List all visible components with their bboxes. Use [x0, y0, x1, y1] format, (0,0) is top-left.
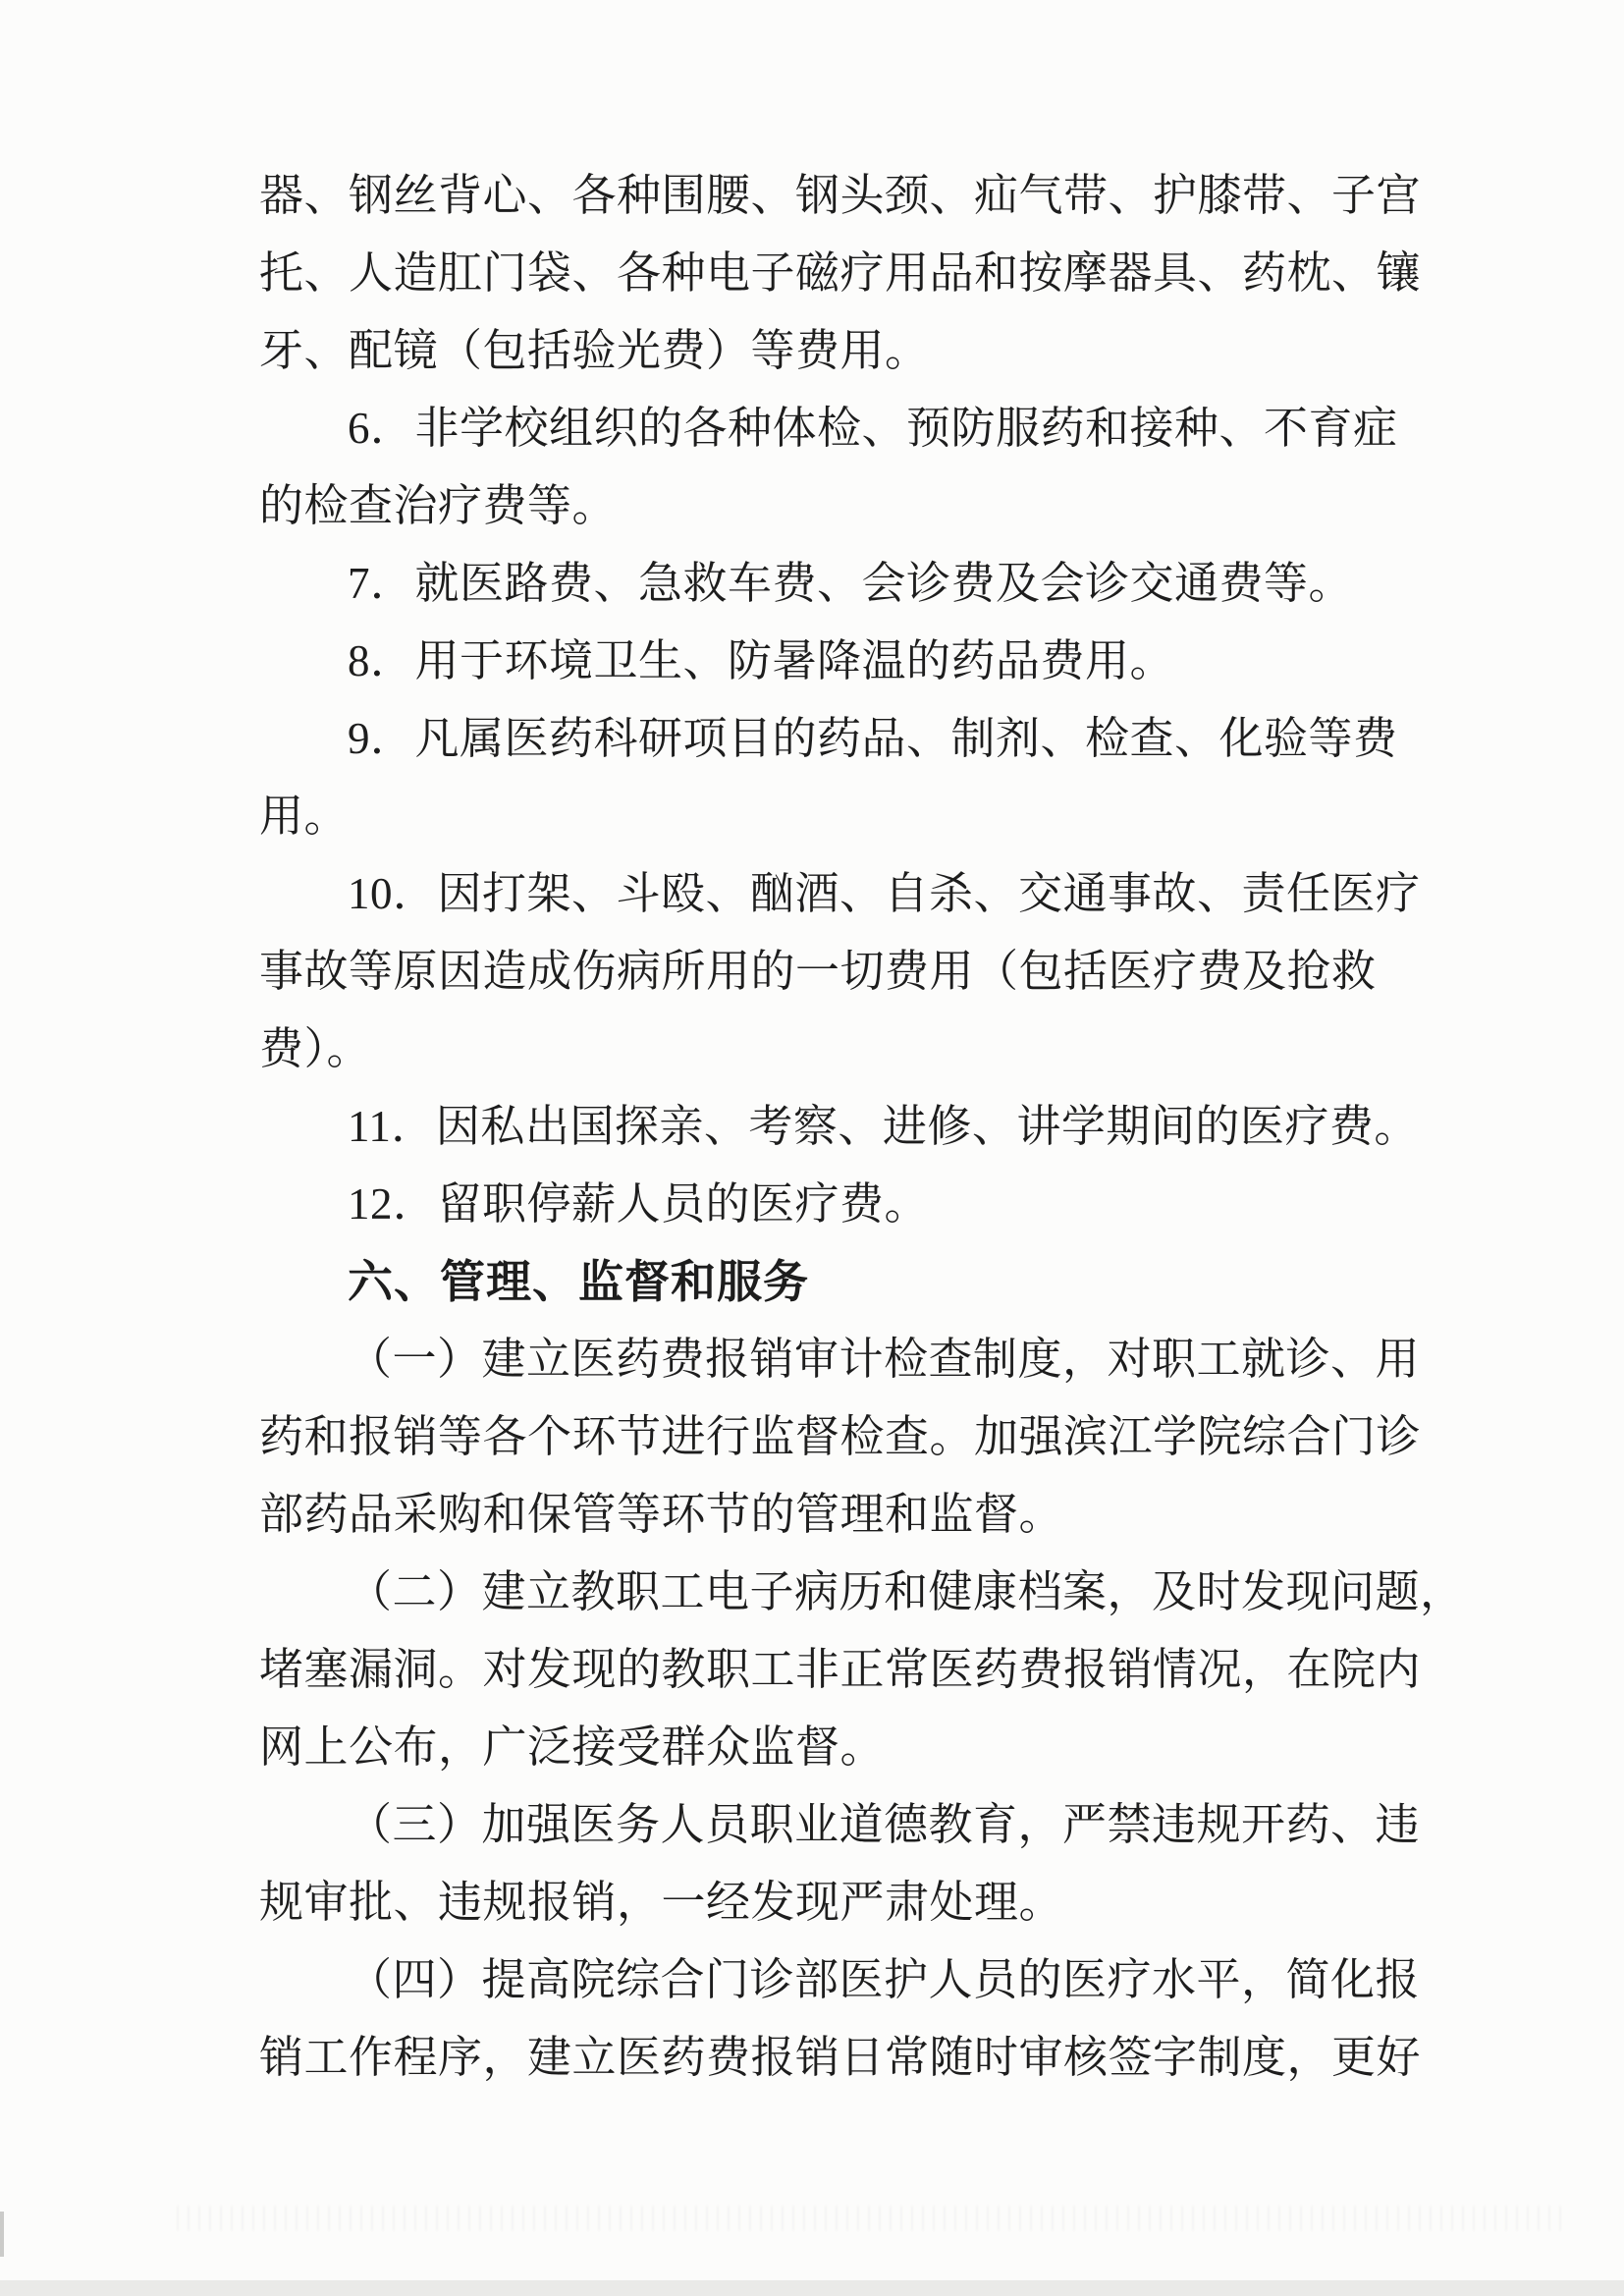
text-line: （四）提高院综合门诊部医护人员的医疗水平，简化报 [348, 1955, 1421, 2004]
text-line: 费）。 [259, 1024, 372, 1073]
scan-edge-artifact [0, 2212, 4, 2257]
text-line: 6．非学校组织的各种体检、预防服药和接种、不育症 [348, 404, 1398, 453]
text-line: 的检查治疗费等。 [259, 481, 618, 530]
text-line: 9．凡属医药科研项目的药品、制剂、检查、化验等费 [348, 714, 1398, 763]
text-line: 规审批、违规报销，一经发现严肃处理。 [259, 1878, 1064, 1927]
scan-bottom-edge [0, 2280, 1624, 2296]
text-line: 托、人造肛门袋、各种电子磁疗用品和按摩器具、药枕、镶 [259, 248, 1422, 298]
text-line: 部药品采购和保管等环节的管理和监督。 [259, 1490, 1064, 1539]
text-line: 事故等原因造成伤病所用的一切费用（包括医疗费及抢救 [259, 947, 1377, 996]
text-line: 8．用于环境卫生、防暑降温的药品费用。 [348, 636, 1175, 685]
text-line: （二）建立教职工电子病历和健康档案，及时发现问题， [348, 1567, 1465, 1616]
scan-noise-band [177, 2206, 1565, 2231]
document-body [259, 157, 1465, 2097]
text-line: 网上公布，广泛接受群众监督。 [259, 1722, 886, 1772]
text-line: 10．因打架、斗殴、酗酒、自杀、交通事故、责任医疗 [348, 869, 1421, 918]
text-line: （一）建立医药费报销审计检查制度，对职工就诊、用 [348, 1335, 1421, 1384]
text-line: 7．就医路费、急救车费、会诊费及会诊交通费等。 [348, 559, 1354, 608]
text-line: 药和报销等各个环节进行监督检查。加强滨江学院综合门诊 [259, 1412, 1422, 1461]
text-line: 销工作程序，建立医药费报销日常随时审核签字制度，更好 [259, 2033, 1422, 2082]
text-line: （三）加强医务人员职业道德教育，严禁违规开药、违 [348, 1800, 1421, 1849]
text-line: 12．留职停薪人员的医疗费。 [348, 1179, 930, 1229]
text-line: 牙、配镜（包括验光费）等费用。 [259, 326, 930, 375]
text-line: 用。 [259, 792, 350, 841]
section-heading: 六、管理、监督和服务 [348, 1256, 809, 1307]
text-line: 器、钢丝背心、各种围腰、钢头颈、疝气带、护膝带、子宫 [259, 171, 1422, 220]
text-line: 堵塞漏洞。对发现的教职工非正常医药费报销情况，在院内 [259, 1645, 1422, 1694]
text-line: 11．因私出国探亲、考察、进修、讲学期间的医疗费。 [348, 1102, 1419, 1151]
